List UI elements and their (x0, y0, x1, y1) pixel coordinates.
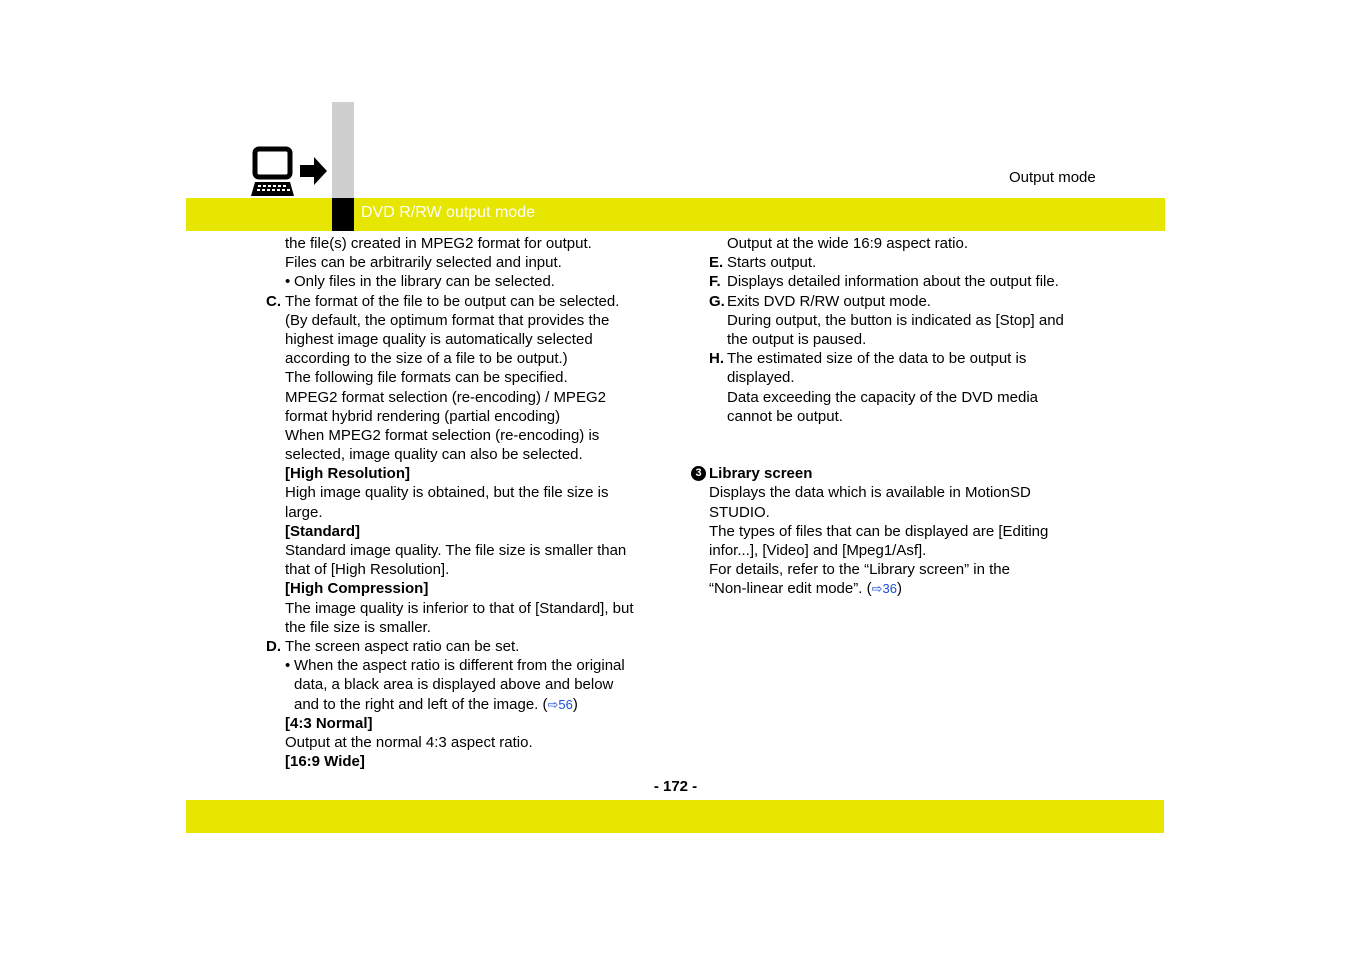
text-line: Output at the normal 4:3 aspect ratio. (285, 733, 533, 751)
bullet-line (266, 675, 666, 694)
text-line: The format of the file to be output can be selected. (285, 292, 620, 310)
page-number: - 172 - (653, 778, 698, 795)
text-line: the file size is smaller. (285, 618, 431, 636)
number-3-icon: 3 (691, 466, 706, 481)
text-line: that of [High Resolution]. (285, 561, 450, 579)
bullet-icon: • (285, 657, 291, 675)
item-h (690, 349, 1110, 368)
header-black-tab (332, 198, 354, 231)
text-line: The screen aspect ratio can be set. (285, 637, 520, 655)
item-marker: G. (709, 292, 725, 310)
computer-output-icon (250, 146, 330, 198)
bullet-line (266, 656, 666, 675)
spacer (690, 426, 1110, 464)
text-line: highest image quality is automatically selected (285, 330, 593, 348)
bullet-text: When the aspect ratio is different from the original (294, 657, 625, 675)
item-d (266, 637, 666, 656)
bullet-text: Only files in the library can be selected. (294, 273, 555, 291)
text-line: Exits DVD R/RW output mode. (727, 292, 931, 310)
text-line: the file(s) created in MPEG2 format for output. (285, 235, 592, 252)
text-line: High image quality is obtained, but the file size is (285, 484, 609, 502)
header-gray-tab (332, 102, 354, 198)
header-title: DVD R/RW output mode (361, 204, 535, 221)
link-prefix-text: “Non-linear edit mode”. ( (709, 580, 872, 598)
left-column (266, 234, 666, 771)
text-line: Output at the wide 16:9 aspect ratio. (727, 235, 968, 252)
text-line: large. (285, 503, 323, 521)
text-line: the output is paused. (727, 330, 867, 348)
text-line (690, 579, 1110, 598)
text-line: The image quality is inferior to that of [Standard], but (285, 599, 634, 617)
text-line: infor...], [Video] and [Mpeg1/Asf]. (709, 542, 927, 560)
item-marker: C. (266, 292, 281, 310)
text-line: according to the size of a file to be output.) (285, 350, 568, 368)
subheading-16-9-wide: [16:9 Wide] (285, 753, 365, 771)
link-close: ) (896, 580, 902, 598)
bullet-text: data, a black area is displayed above and below (294, 676, 614, 694)
text-line: The types of files that can be displayed are [Editing (709, 522, 1049, 540)
item-marker: D. (266, 637, 281, 655)
arrow-right-icon: ⇨ (871, 581, 883, 597)
text-line: When MPEG2 format selection (re-encoding) is (285, 426, 600, 444)
item-marker: E. (709, 254, 724, 272)
text-line: displayed. (727, 369, 795, 387)
text-line: format hybrid rendering (partial encoding) (285, 407, 561, 425)
arrow-right-icon: ⇨ (547, 696, 559, 712)
link-page-number: 36 (882, 581, 897, 597)
subheading-4-3-normal: [4:3 Normal] (285, 714, 373, 732)
text-line: Data exceeding the capacity of the DVD media (727, 388, 1039, 406)
text-line: selected, image quality can also be selected. (285, 446, 583, 464)
library-screen-heading (690, 464, 1110, 483)
item-c (266, 292, 666, 311)
link-page-number: 56 (558, 696, 573, 712)
text-line: STUDIO. (709, 503, 770, 521)
bullet-line (266, 272, 666, 291)
text-line: Displays detailed information about the output file. (727, 273, 1059, 291)
page-link-56[interactable] (548, 697, 573, 712)
item-f (690, 272, 1110, 291)
text-line: Standard image quality. The file size is smaller than (285, 542, 627, 559)
bullet-text: and to the right and left of the image. ( (294, 695, 548, 713)
item-e (690, 253, 1110, 272)
text-line: The estimated size of the data to be output is (727, 350, 1027, 368)
text-line: MPEG2 format selection (re-encoding) / MPEG2 (285, 388, 606, 406)
link-close: ) (572, 695, 578, 713)
page-link-36[interactable] (872, 581, 897, 596)
text-line: Starts output. (727, 254, 817, 272)
text-line: During output, the button is indicated as [Stop] and (727, 311, 1064, 329)
bullet-line (266, 695, 666, 714)
footer-bar (186, 800, 1164, 833)
right-column (690, 234, 1110, 599)
item-g (690, 292, 1110, 311)
subheading-high-resolution: [High Resolution] (285, 465, 410, 483)
text-line: Files can be arbitrarily selected and input. (285, 254, 562, 272)
text-line: (By default, the optimum format that provides the (285, 311, 610, 329)
subheading-standard: [Standard] (285, 522, 360, 540)
bullet-icon: • (285, 273, 291, 291)
item-marker: H. (709, 350, 724, 368)
subheading-high-compression: [High Compression] (285, 580, 429, 598)
heading-text: Library screen (709, 465, 813, 483)
text-line: The following file formats can be specified. (285, 369, 568, 387)
section-label: Output mode (1009, 169, 1096, 186)
text-line: cannot be output. (727, 407, 843, 425)
item-marker: F. (709, 273, 721, 291)
text-line: For details, refer to the “Library screen” in the (709, 561, 1010, 579)
text-line: Displays the data which is available in MotionSD (709, 484, 1031, 502)
